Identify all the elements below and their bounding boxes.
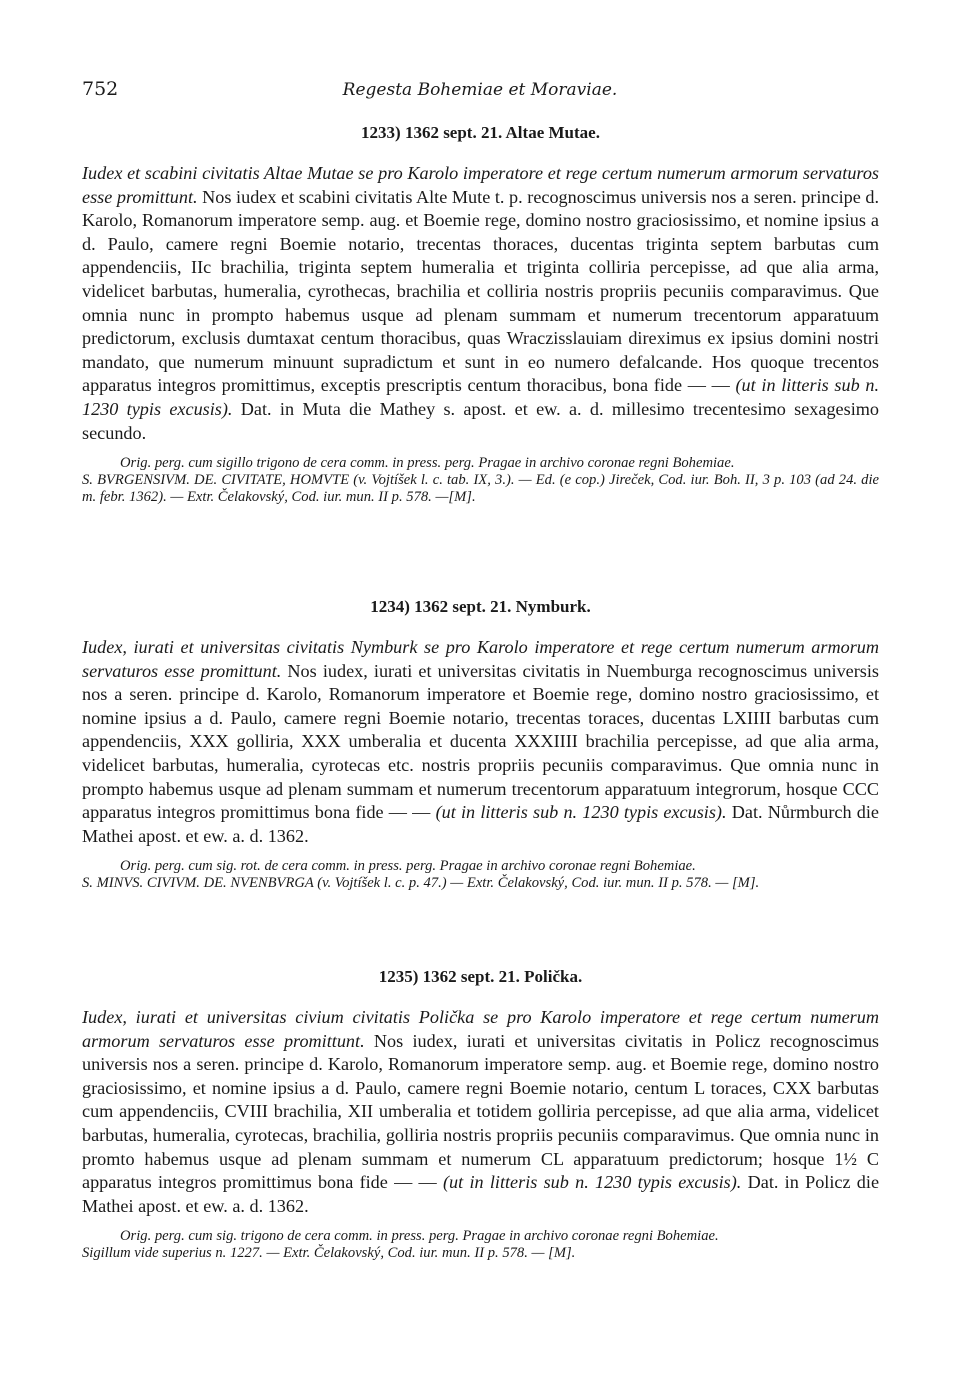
entry-regest: Iudex, iurati et universitas civitatis Nymburk se pro Karolo imperatore et rege certum numerum armorum servaturos esse promittunt. xyxy=(82,637,879,681)
entry-text: Nos iudex, iurati et universitas civitatis in Nuemburga recognoscimus universis nos a seren. principe d. Karolo, Romanorum imperatore et Boemie rege, domino nostro graciosissimo, et nomine ipsius a d. Paulo, camere regni Boemie notario, trecentas toraces, ducentas LXIIII barbutas cum appendenciis, XXX golliria, XXX umberalia et ducenta XXXIIII brachilia percepisse, ad que alia arma, videlicet barbutas, humeralia, cyrotecas etc. nostris propriis pecuniis comparavimus. Que omnia nunc in prompto habemus usque ad plenam summam et numerum trecentorum apparatuum integrorum, hosque CCC apparatus integros promittimus bona fide — — xyxy=(82,660,879,823)
entry-text: Nos iudex, iurati et universitas civitatis in Policz recognoscimus universis nos a seren. principe d. Karolo, Romanorum imperatore semp. aug. et Boemie rege, domino nostro graciosissimo, et nomine ipsius a d. Paulo, camere regni Boemie notario, centum L toraces, CXX barbutas cum appendenciis, CVIII brachilia, XII umberalia et totidem golliria percepisse, ad que alia arma, videlicet barbutas, humeralia, cyrotecas, brachilia, golliria nostris propriis pecuniis comparavimus. Que omnia nunc in promto habemus usque ad plenam summam et numerum CL apparatuum predictorum; hosque 1½ C apparatus integros promittimus bona fide — — xyxy=(82,1030,880,1193)
entry-body xyxy=(82,1006,879,1218)
entry-dating-clause: Dat. in Muta die Mathey s. apost. et ew. a. d. millesimo trecentesimo sexagesimo secundo. xyxy=(82,398,879,443)
entry-body xyxy=(82,636,879,848)
running-title: Regesta Bohemiae et Moraviae. xyxy=(342,80,618,100)
entry-text-reference: (ut in litteris sub n. 1230 typis excusis). xyxy=(82,375,879,419)
entry-heading: 1235) 1362 sept. 21. Polička. xyxy=(378,967,583,986)
entry-text-reference: (ut in litteris sub n. 1230 typis excusis). xyxy=(442,1172,742,1193)
entry-heading: 1234) 1362 sept. 21. Nymburk. xyxy=(370,597,591,616)
entry-dating-clause: Dat. Nůrmburch die Mathei apost. et ew. a. d. 1362. xyxy=(82,802,880,846)
page-header xyxy=(82,78,878,104)
entry-body xyxy=(82,162,879,445)
entry-1233 xyxy=(82,122,879,506)
source-details: S. BVRGENSIVM. DE. CIVITATE, HOMVTE (v. Vojtíšek l. c. tab. IX, 3.). — Ed. (e cop.) Jireček, Cod. iur. Boh. II, 3 p. 103 (ad 24. die m. febr. 1362). — Extr. Čelakovský, Cod. iur. mun. II p. 578. —[M]. xyxy=(82,471,879,505)
entry-regest: Iudex et scabini civitatis Altae Mutae se pro Karolo imperatore et rege certum numerum armorum servaturos esse promittunt. xyxy=(82,163,879,207)
source-original: Orig. perg. cum sig. rot. de cera comm. in press. perg. Pragae in archivo coronae regni Bohemiae. xyxy=(120,858,696,875)
entry-heading: 1233) 1362 sept. 21. Altae Mutae. xyxy=(361,123,600,142)
entry-source-note xyxy=(82,1228,879,1262)
source-details: S. MINVS. CIVIVM. DE. NVENBVRGA (v. Vojtíšek l. c. p. 47.) — Extr. Čelakovský, Cod. iur. mun. II p. 578. — [M]. xyxy=(82,875,760,892)
source-original: Orig. perg. cum sig. trigono de cera comm. in press. perg. Pragae in archivo coronae regni Bohemiae. xyxy=(120,1228,719,1245)
entry-text-reference: (ut in litteris sub n. 1230 typis excusis). xyxy=(435,802,727,823)
entry-1235 xyxy=(82,966,879,1262)
source-original: Orig. perg. cum sigillo trigono de cera comm. in press. perg. Pragae in archivo coronae regni Bohemiae. xyxy=(120,455,735,472)
entry-source-note xyxy=(82,858,879,892)
entry-source-note xyxy=(82,455,879,505)
entry-dating-clause: Dat. in Policz die Mathei apost. et ew. a. d. 1362. xyxy=(82,1172,880,1216)
page-number: 752 xyxy=(82,78,119,100)
entry-regest: Iudex, iurati et universitas civium civitatis Polička se pro Karolo imperatore et rege certum numerum armorum servaturos esse promittunt. xyxy=(82,1007,879,1051)
entry-1234 xyxy=(82,596,879,892)
entry-text: Nos iudex et scabini civitatis Alte Mute t. p. recognoscimus universis nos a seren. principe d. Karolo, Romanorum imperatore semp. aug. et Boemie rege, domino nostro graciosissimo, et nomine ipsius a d. Paulo, camere regni Boemie notario, trecentas thoraces, ducentas triginta septem barbutas cum appendenciis, IIc brachilia, triginta septem humeralia et triginta colliria percepisse, ad que alia arma, videlicet barbutas, humeralia, cyrothecas, brachilia et colliria nostris propriis pecuniis comparavimus. Que omnia nunc in prompto habemus usque ad plenam summam et numerum trecentorum apparatuum predictorum, exclusis dumtaxat centum thoracibus, quas Wraczisslauiam direximus ex ipsius domini nostri mandato, que numerum minuunt supradictum et sunt in eo numero defalcande. Hos quoque trecentos apparatus integros promittimus, exceptis prescriptis centum thoracibus, bona fide — — xyxy=(82,186,880,396)
source-details: Sigillum vide superius n. 1227. — Extr. Čelakovský, Cod. iur. mun. II p. 578. — [M]. xyxy=(82,1245,576,1262)
